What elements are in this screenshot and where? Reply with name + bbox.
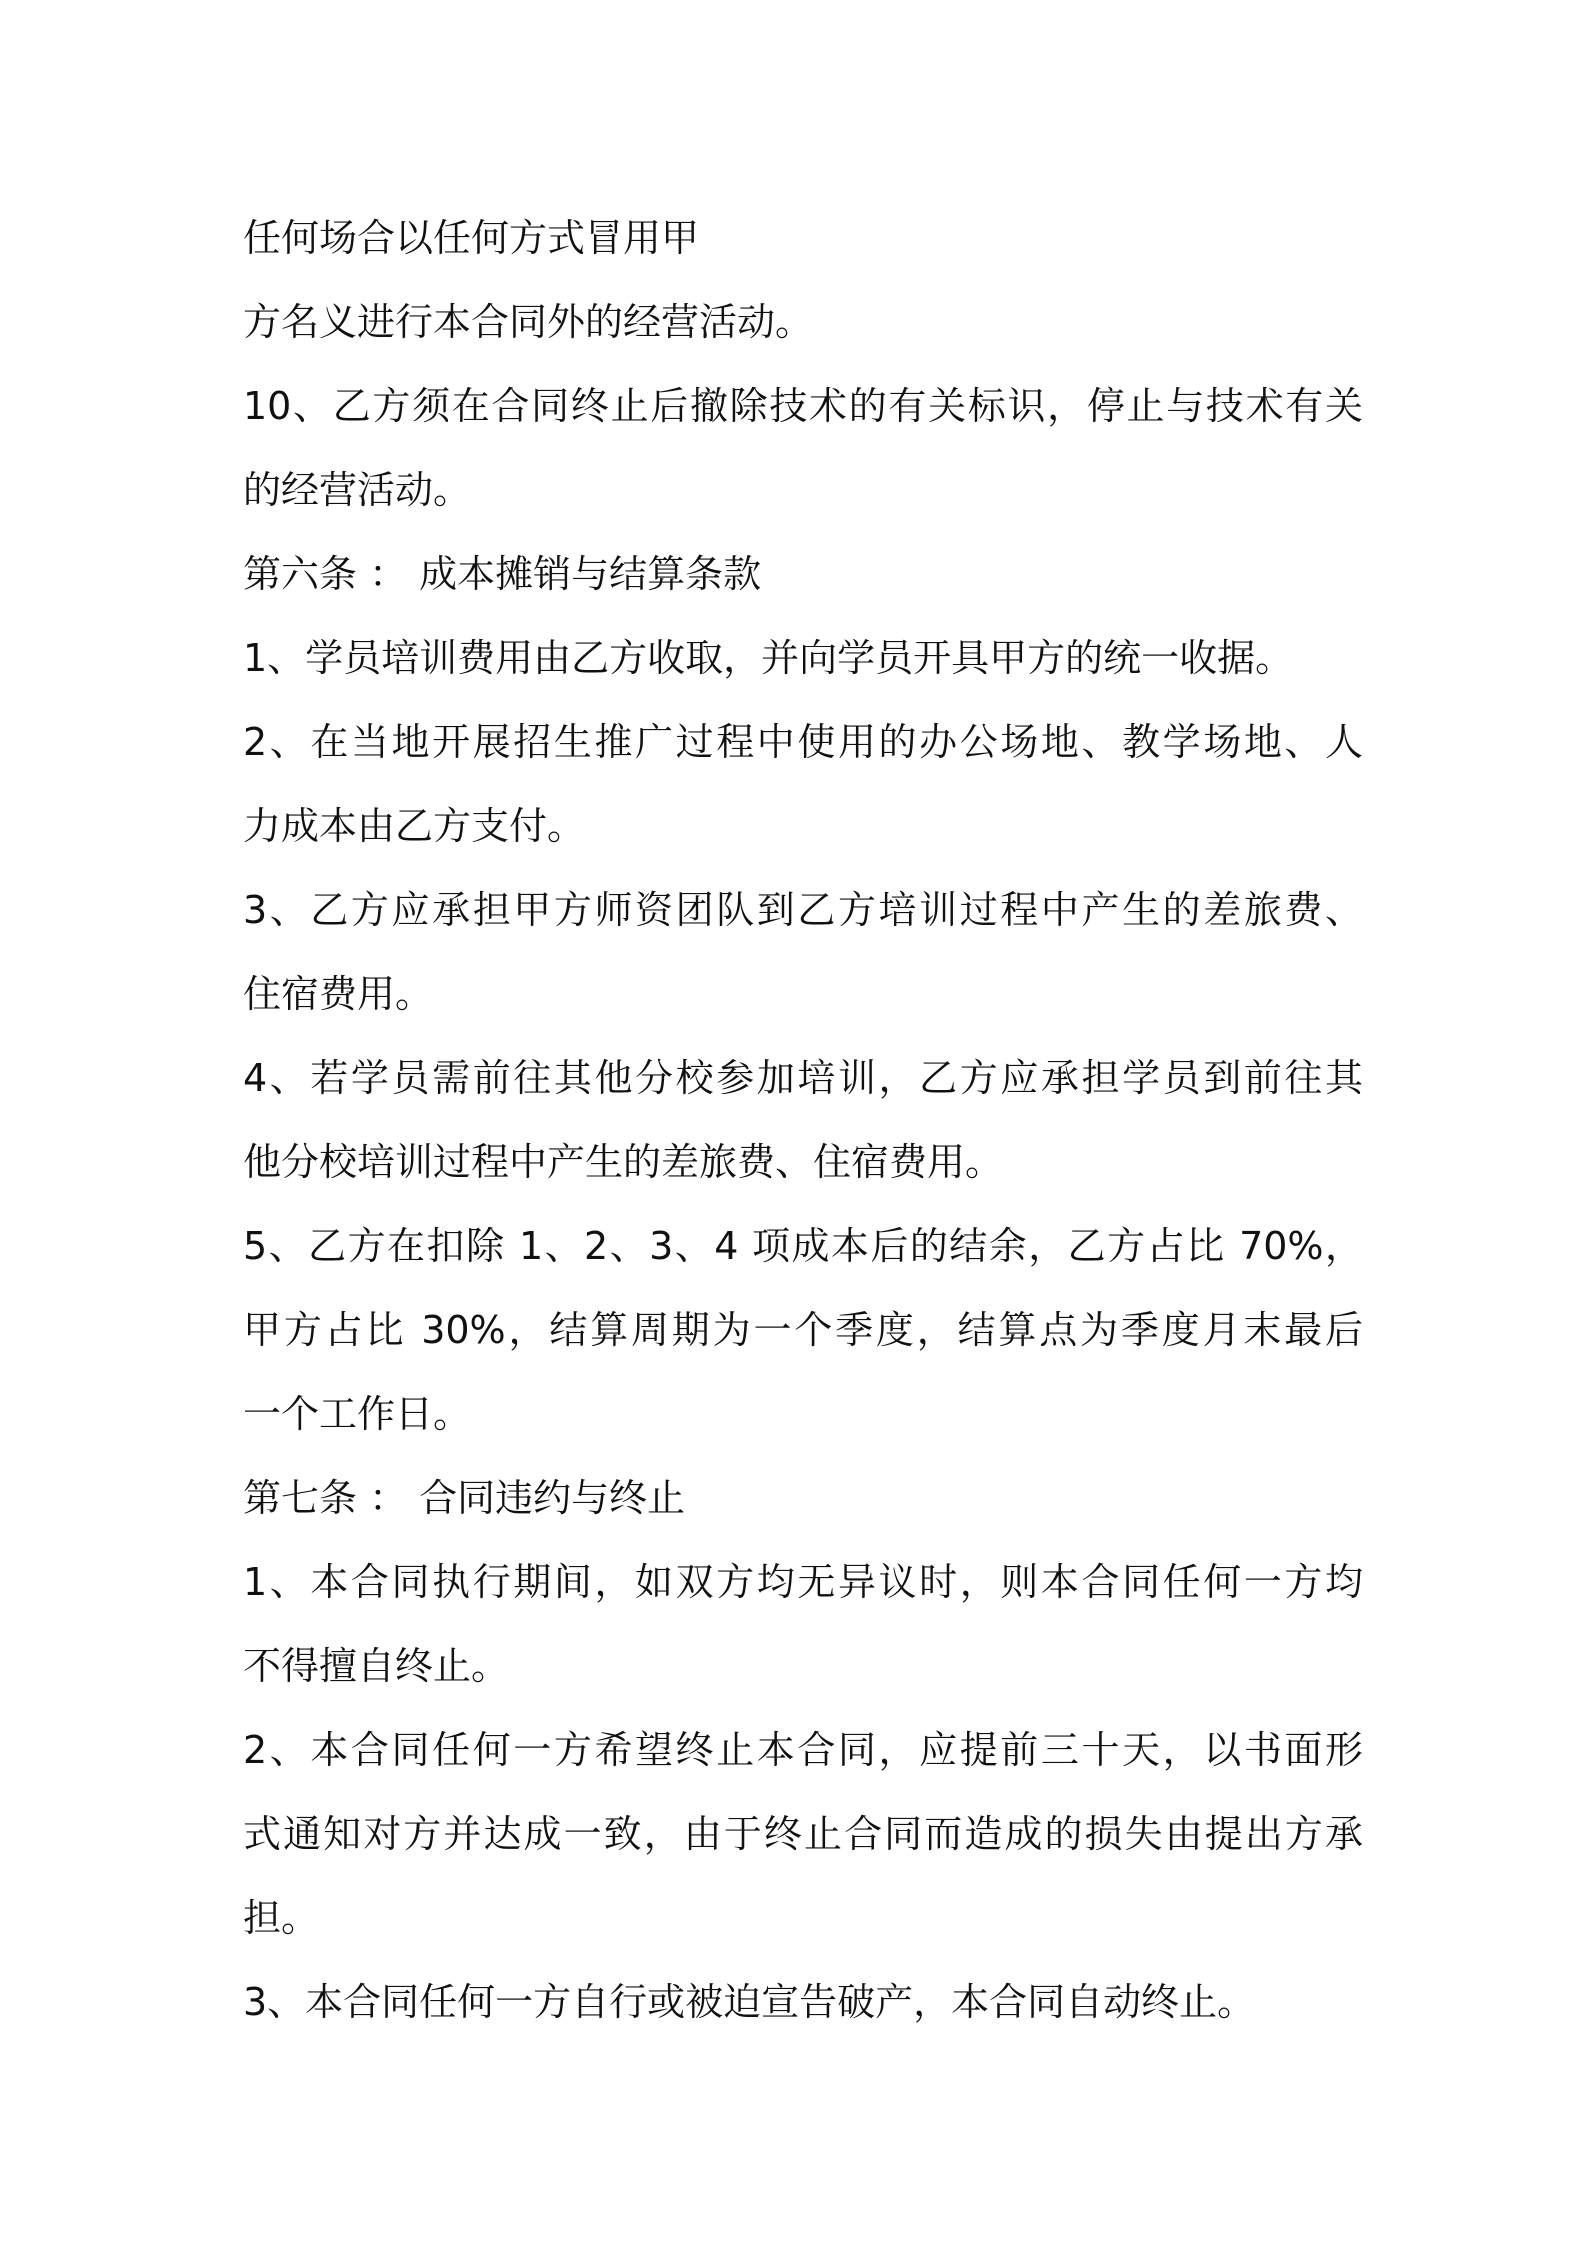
text-line: 式通知对方并达成一致，由于终止合同而造成的损失由提出方承 bbox=[243, 1812, 1363, 1856]
text-line: 3、乙方应承担甲方师资团队到乙方培训过程中产生的差旅费、 bbox=[243, 888, 1363, 932]
text-line: 不得擅自终止。 bbox=[243, 1644, 510, 1688]
text-line: 甲方占比 30%，结算周期为一个季度，结算点为季度月末最后 bbox=[243, 1308, 1363, 1352]
text-line: 他分校培训过程中产生的差旅费、住宿费用。 bbox=[243, 1140, 1004, 1184]
text-line: 1、学员培训费用由乙方收取，并向学员开具甲方的统一收据。 bbox=[243, 636, 1294, 680]
text-line: 3、本合同任何一方自行或被迫宣告破产，本合同自动终止。 bbox=[243, 1980, 1256, 2024]
text-line: 担。 bbox=[243, 1896, 320, 1940]
text-line: 住宿费用。 bbox=[243, 972, 434, 1016]
text-line: 力成本由乙方支付。 bbox=[243, 804, 586, 848]
text-line: 任何场合以任何方式冒用甲 bbox=[243, 216, 700, 260]
text-line: 5、乙方在扣除 1、2、3、4 项成本后的结余，乙方占比 70%， bbox=[243, 1224, 1363, 1268]
text-line: 1、本合同执行期间，如双方均无异议时，则本合同任何一方均 bbox=[243, 1560, 1363, 1604]
section-heading: 第七条 ： 合同违约与终止 bbox=[243, 1476, 686, 1520]
section-heading: 第六条 ： 成本摊销与结算条款 bbox=[243, 552, 762, 596]
text-line: 方名义进行本合同外的经营活动。 bbox=[243, 300, 814, 344]
text-line: 10、乙方须在合同终止后撤除技术的有关标识，停止与技术有关 bbox=[243, 384, 1363, 428]
text-line: 4、若学员需前往其他分校参加培训，乙方应承担学员到前往其 bbox=[243, 1056, 1363, 1100]
document-body bbox=[243, 196, 1363, 2044]
text-line: 2、在当地开展招生推广过程中使用的办公场地、教学场地、人 bbox=[243, 720, 1363, 764]
text-line: 2、本合同任何一方希望终止本合同，应提前三十天，以书面形 bbox=[243, 1728, 1363, 1772]
text-line: 一个工作日。 bbox=[243, 1392, 472, 1436]
text-line: 的经营活动。 bbox=[243, 468, 472, 512]
